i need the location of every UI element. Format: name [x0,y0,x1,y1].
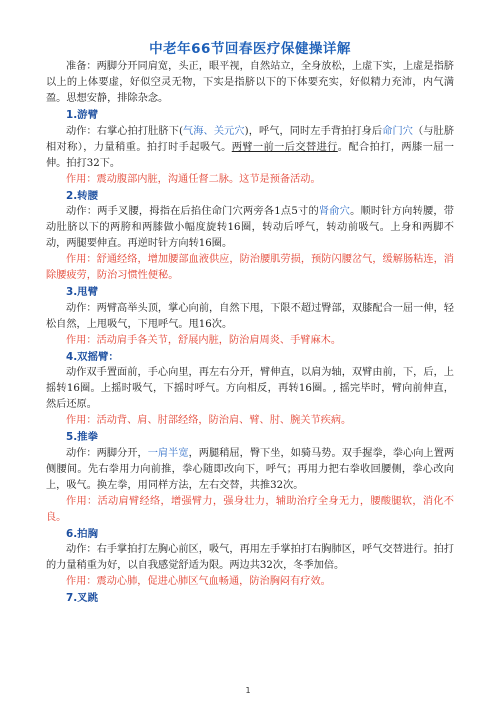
section-action-4: 动作双手置面前，手心向里，再左右分开，臂伸直，以肩为轴，双臂由前，下，后，上摇转16圈。上摇时吸气，下摇时呼气。方向相反，再转16圈。, 摇完毕时，臂向前伸直，然后还原。 [46,367,454,410]
acupoint-text: 肾俞穴 [318,206,351,217]
section-heading-4: 4.双摇臂： [66,350,119,363]
document-page [46,40,454,607]
action-text: 动作：两脚分开， [66,447,148,459]
section-heading-2: 2.转腰 [66,189,98,202]
section-heading-1: 1.游臂 [66,109,98,121]
action-text: )，呼气，同时左手背拍打身后 [244,125,383,137]
section-action-2 [46,204,454,252]
section-effect-5: 作用：活动肩臂经络，增强臂力，强身壮力，辅助治疗全身无力，腰酸腿软，消化不良。 [46,495,454,523]
highlight-text: 一肩半宽 [147,447,189,459]
section-heading-6: 6.拍胸 [66,527,98,540]
section-action-3: 动作：两臂高举头顶，掌心向前，自然下甩，下限不超过臀部，双膝配合一屈一伸，轻松自然，上甩吸气，下甩呼气。甩16次。 [46,302,454,330]
action-text: 动作：两手叉腰，拇指在后掐住命门穴两旁各1点5寸的 [66,206,319,217]
action-text: （与肚脐相对称），力量稍重。拍打时手起吸气。 [46,125,455,153]
section-action-5 [46,446,454,494]
action-text: 动作：右掌心拍打肚脐下( [66,125,183,137]
section-effect-6: 作用：震动心肺，促进心肺区气血畅通，防治胸闷有疗效。 [66,576,331,587]
section-heading-3: 3.甩臂 [66,286,98,298]
action-text: 。顺时针方向转腰，带动肚脐以下的两胯和两膝做小幅度旋转16圈，转动后呼气，转动前吸气。上身和两脚不动，两腿要伸直。再逆时针方向转16圈。 [46,206,454,249]
acupoint-text: 命门穴 [382,125,414,137]
section-effect-2: 作用：舒通经络，增加腰部血液供应，防治腰肌劳损，预防闪腰岔气，缓解肠粘连，消除腰疲劳，防治习惯性便秘。 [46,254,454,281]
acupoint-text: 气海、关元穴 [182,125,245,137]
section-action-1 [46,124,454,172]
section-heading-5: 5.推拳 [66,431,98,443]
section-action-6: 动作：右手掌拍打左胸心前区，吸气，再用左手掌拍打右胸肺区，呼气交替进行。拍打的力量稍重为好，以自我感觉舒适为限。两边共32次，冬季加倍。 [46,544,454,571]
section-effect-4: 作用：活动背、肩、肘部经络，防治肩、臂、肘、腕关节疾病。 [66,415,352,426]
action-text: ，两腿稍屈，臀下坐，如骑马势。双手握拳，拳心向上置两侧腰间。先右拳用力向前推，拳心随即改向下，呼气；再用力把右拳收回腰侧，拳心改向上，吸气。换左拳，用同样方法，左右交替，共推32次。 [46,447,455,491]
document-title: 中老年66节回春医疗保健操详解 [149,41,351,57]
intro-paragraph: 准备：两脚分开同肩宽，头正，眼平视，自然站立，全身放松，上虚下实，上虚是指脐以上的上体要虚，好似空灵无物，下实是指脐以下的下体要充实，好似精力充沛，内气满盈。思想安静，排除杂念。 [46,61,454,104]
section-effect-1: 作用：震动腹部内脏，沟通任督二脉。这节是预备活动。 [66,173,321,185]
section-heading-7: 7.叉跳 [66,592,98,604]
action-text: 。配合拍打，两膝一屈一伸。拍打32下。 [46,141,454,169]
page-number: 1 [245,686,251,695]
section-effect-3: 作用：活动肩手各关节，舒展内脏，防治肩周炎、手臂麻木。 [66,334,342,346]
underlined-text: 两臂一前一后交替进行 [231,141,338,153]
